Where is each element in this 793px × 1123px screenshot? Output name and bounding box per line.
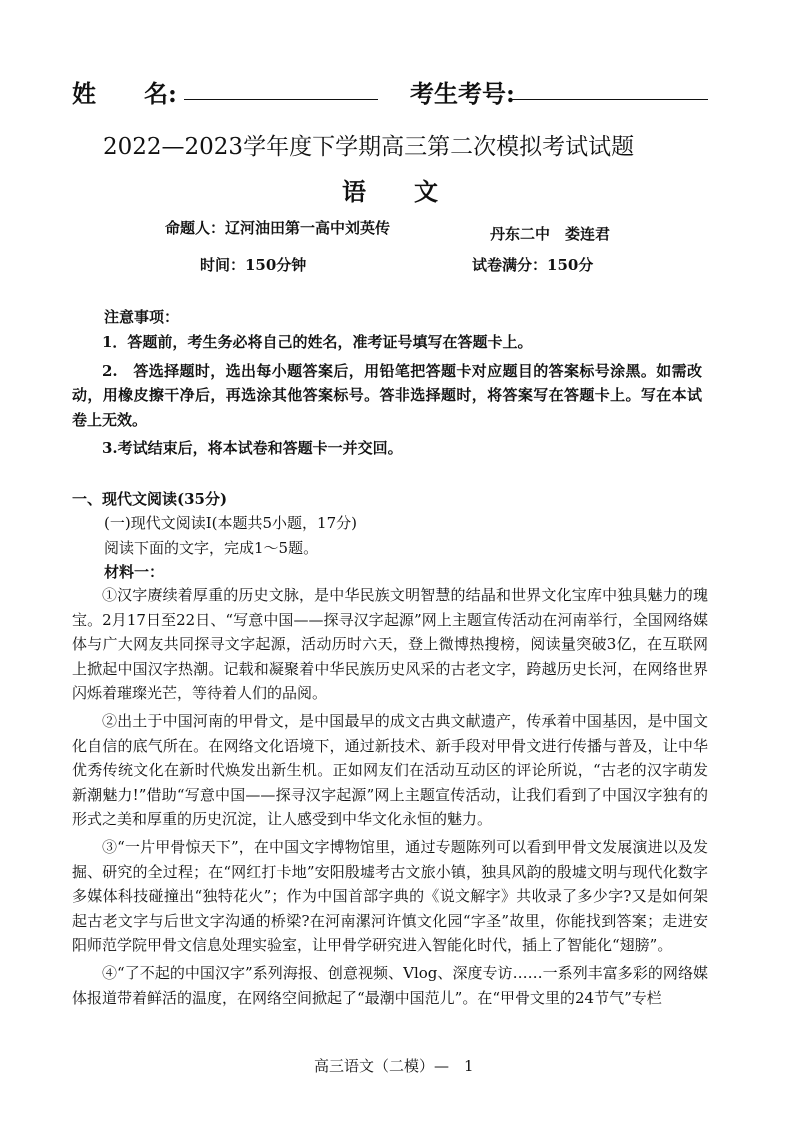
section-subheading: (一)现代文阅读I(本题共5小题，17分) xyxy=(104,514,357,532)
full-score: 试卷满分：150分 xyxy=(472,256,594,274)
exam-time: 时间：150分钟 xyxy=(200,256,307,274)
notice-heading: 注意事项： xyxy=(104,308,180,326)
exam-title: 2022—2023学年度下学期高三第二次模拟考试试题 xyxy=(103,134,635,160)
section-heading: 一、现代文阅读(35分) xyxy=(72,490,228,508)
name-field[interactable] xyxy=(184,99,378,100)
paragraph-1: ①汉字赓续着厚重的历史文脉，是中华民族文明智慧的结晶和世界文化宝库中独具魅力的瑰宝。2月17日至22日、“写意中国——探寻汉字起源”网上主题宣传活动在河南举行，全国网络媒体与广大网友共同探寻文字起源，活动历时六天，登上微博热搜榜，阅读量突破3亿，在互联网上掀起中国汉字热潮。记载和凝聚着中华民族历史风采的古老文字，跨越历史长河，在网络世界闪烁着璀璨光芒，等待着人们的品阅。 xyxy=(72,586,708,703)
page-footer: 高三语文（二模）— 1 xyxy=(314,1057,474,1075)
exam-number-label: 考生考号: xyxy=(410,79,515,108)
exam-number-field[interactable] xyxy=(512,99,708,100)
notice-item-2: 2. 答选择题时，选出每小题答案后，用铅笔把答题卡对应题目的答案标号涂黑。如需改 动，用橡皮擦干净后，再选涂其他答案标号。答非选择题时，将答案写在答题卡上。写在本试 卷上无效。 xyxy=(72,361,702,429)
material-label: 材料一： xyxy=(104,563,165,581)
name-label: 姓 名: xyxy=(72,79,177,108)
paragraph-4: ④“了不起的中国汉字”系列海报、创意视频、Vlog、深度专访……一系列丰富多彩的网络媒体报道带着鲜活的温度，在网络空间掀起了“最潮中国范儿”。在“甲骨文里的24节气”专栏 xyxy=(72,963,708,1007)
author-line-2: 丹东二中 娄连君 xyxy=(490,225,611,243)
author-line-1: 命题人：辽河油田第一高中刘英传 xyxy=(165,219,391,237)
article-body xyxy=(72,583,708,1010)
notice-item-1: 1．答题前，考生务必将自己的姓名，准考证号填写在答题卡上。 xyxy=(102,333,533,351)
section-instruction: 阅读下面的文字，完成1～5题。 xyxy=(104,539,319,557)
subject-title: 语 文 xyxy=(342,177,438,206)
notice-list xyxy=(72,330,702,461)
paragraph-2: ②出土于中国河南的甲骨文，是中国最早的成文古典文献遗产，传承着中国基因，是中国文化自信的底气所在。在网络文化语境下，通过新技术、新手段对甲骨文进行传播与普及，让中华优秀传统文化在新时代焕发出新生机。正如网友们在活动互动区的评论所说，“古老的汉字萌发新潮魅力!”借助“写意中国——探寻汉字起源”网上主题宣传活动，让我们看到了中国汉字独有的形式之美和厚重的历史沉淀，让人感受到中华文化永恒的魅力。 xyxy=(72,711,708,829)
notice-item-3: 3.考试结束后，将本试卷和答题卡一并交回。 xyxy=(102,439,403,458)
paragraph-3: ③“一片甲骨惊天下”，在中国文字博物馆里，通过专题陈列可以看到甲骨文发展演进以及发掘、研究的全过程；在“网红打卡地”安阳殷墟考古文旅小镇，独具风韵的殷墟文明与现代化数字多媒体科技碰撞出“独特花火”；作为中国首部字典的《说文解字》共收录了多少字?又是如何架起古老文字与后世文字沟通的桥梁?在河南漯河许慎文化园“字圣”故里，你能找到答案；走进安阳师范学院甲骨文信息处理实验室，让甲骨学研究进入智能化时代，插上了智能化“翅膀”。 xyxy=(72,837,708,955)
